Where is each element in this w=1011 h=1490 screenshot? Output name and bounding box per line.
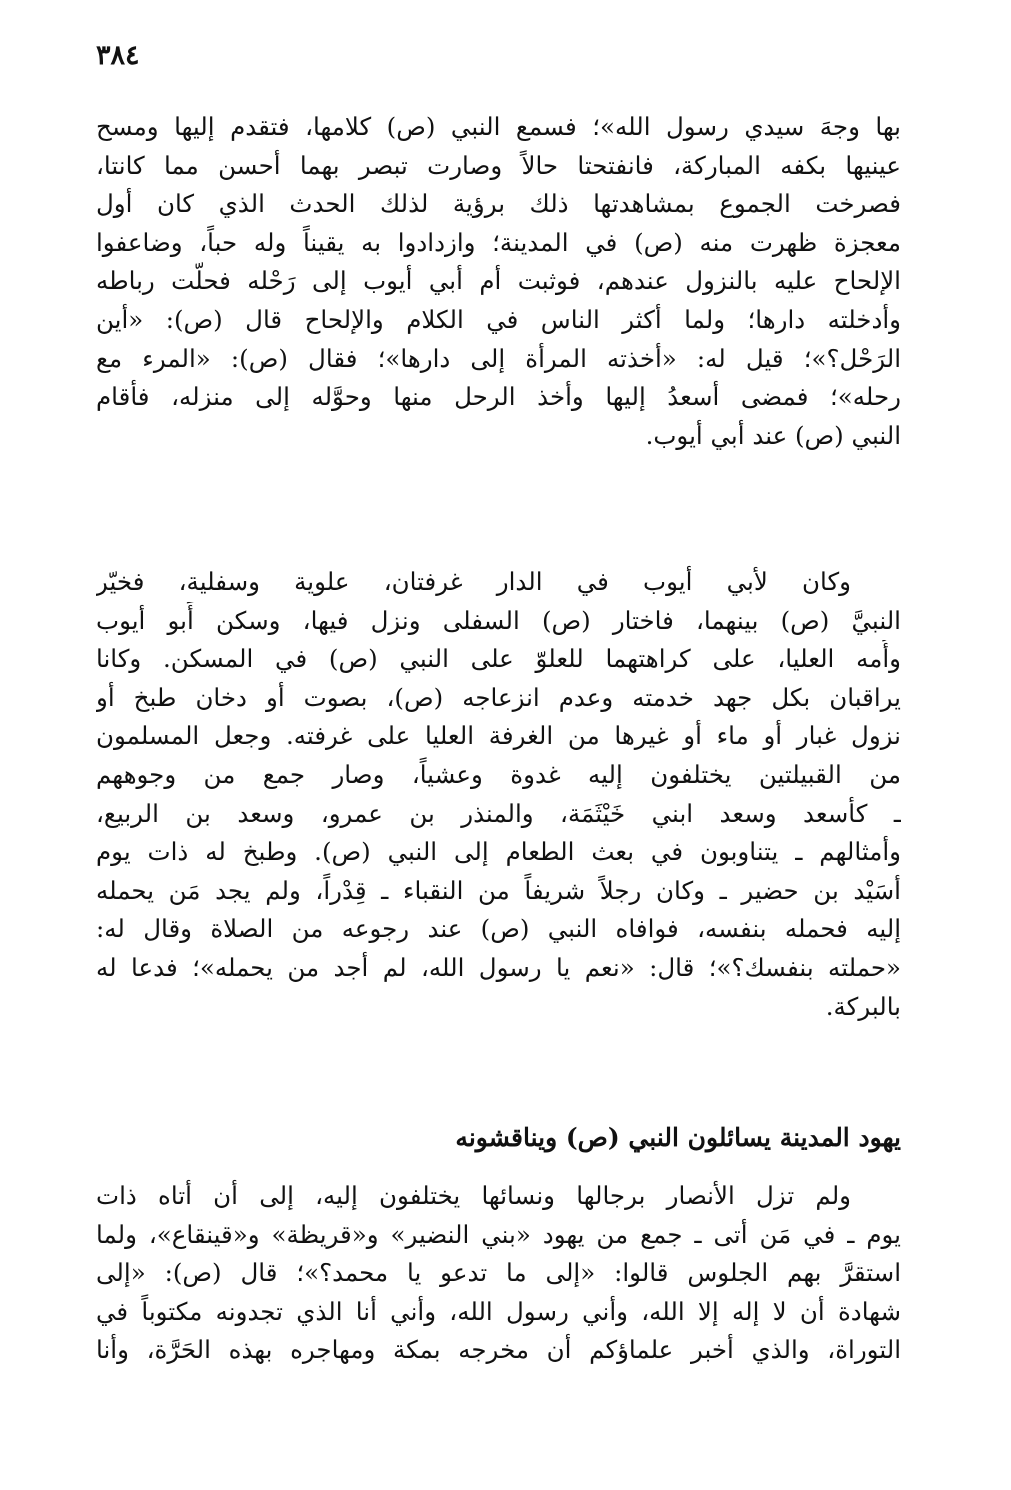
text-line: رحله»؛ فمضى أسعدُ إليها وأخذ الرحل منها وحوَّله إلى منزله، فأقام (96, 382, 901, 412)
text-line: عينيها بكفه المباركة، فانفتحتا حالاً وصارت تبصر بهما أحسن مما كانتا، (96, 150, 901, 180)
text-line: النبيَّ (ص) بينهما، فاختار (ص) السفلى ونزل فيها، وسكن أَبو أيوب (96, 605, 901, 635)
text-line: بالبركة. (825, 991, 901, 1021)
text-line: نزول غبار أو ماء أو غيرها من الغرفة العليا على غرفته. وجعل المسلمون (96, 721, 901, 751)
text-line: استقرَّ بهم الجلوس قالوا: «إلى ما تدعو يا محمد؟»؛ قال (ص): «إلى (96, 1258, 901, 1288)
paragraph-1 (96, 108, 901, 455)
text-line: ولم تزل الأنصار برجالها ونسائها يختلفون إليه، إلى أن أتاه ذات (96, 1181, 851, 1210)
book-page (96, 30, 901, 1470)
text-line: من القبيلتين يختلفون إليه غدوة وعشياً، وصار جمع من وجوههم (96, 759, 901, 789)
section-heading: يهود المدينة يسائلون النبي (ص) ويناقشونه (455, 1123, 901, 1152)
text-line: فصرخت الجموع بمشاهدتها ذلك برؤية لذلك الحدث الذي كان أول (96, 189, 901, 219)
page-number: ٣٨٤ (96, 40, 140, 71)
paragraph-3 (96, 1177, 901, 1370)
text-line: وأُمه العليا، على كراهتهما للعلوّ على النبي (ص) في المسكن. وكانا (96, 644, 901, 674)
text-line: أسَيْد بن حضير ـ وكان رجلاً شريفاً من النقباء ـ قِدْراً، ولم يجد مَن يحمله (96, 875, 901, 905)
text-line: الإلحاح عليه بالنزول عندهم، فوثبت أم أبي أيوب إلى رَحْله فحلَّت رباطه (96, 266, 901, 296)
text-line: يوم ـ في مَن أتى ـ جمع من يهود «بني النضير» و«قريظة» و«قينقاع»، ولما (96, 1219, 901, 1249)
text-line: شهادة أن لا إله إلا الله، وأني رسول الله، وأني أنا الذي تجدونه مكتوباً في (96, 1296, 901, 1326)
text-line: وأدخلته دارها؛ ولما أكثر الناس في الكلام والإلحاح قال (ص): «أين (96, 304, 901, 334)
text-line: بها وجهَ سيدي رسول الله»؛ فسمع النبي (ص) كلامها، فتقدم إليها ومسح (96, 112, 901, 141)
text-line: النبي (ص) عند أبي أيوب. (645, 420, 901, 450)
text-line: «حملته بنفسك؟»؛ قال: «نعم يا رسول الله، لم أجد من يحمله»؛ فدعا له (96, 952, 901, 982)
text-line: الرَحْل؟»؛ قيل له: «أخذته المرأة إلى دارها»؛ فقال (ص): «المرء مع (96, 343, 901, 373)
text-line: وأمثالهم ـ يتناوبون في بعث الطعام إلى النبي (ص). وطبخ له ذات يوم (96, 837, 901, 867)
paragraph-2 (96, 563, 901, 1026)
text-line: ـ كأسعد وسعد ابني خَيْثَمَة، والمنذر بن عمرو، وسعد بن الربيع، (96, 798, 901, 828)
text-line: التوراة، والذي أخبر علماؤكم أن مخرجه بمكة ومهاجره بهذه الحَرَّة، وأنا (96, 1335, 901, 1365)
text-line: إليه فحمله بنفسه، فوافاه النبي (ص) عند رجوعه من الصلاة وقال له: (96, 914, 901, 944)
text-line: وكان لأبي أيوب في الدار غرفتان، علوية وسفلية، فخيّر (96, 567, 851, 596)
text-line: معجزة ظهرت منه (ص) في المدينة؛ وازدادوا به يقيناً وله حباً، وضاعفوا (96, 227, 901, 257)
text-line: يراقبان بكل جهد خدمته وعدم انزعاجه (ص)، بصوت أو دخان طبخ أو (96, 682, 901, 712)
